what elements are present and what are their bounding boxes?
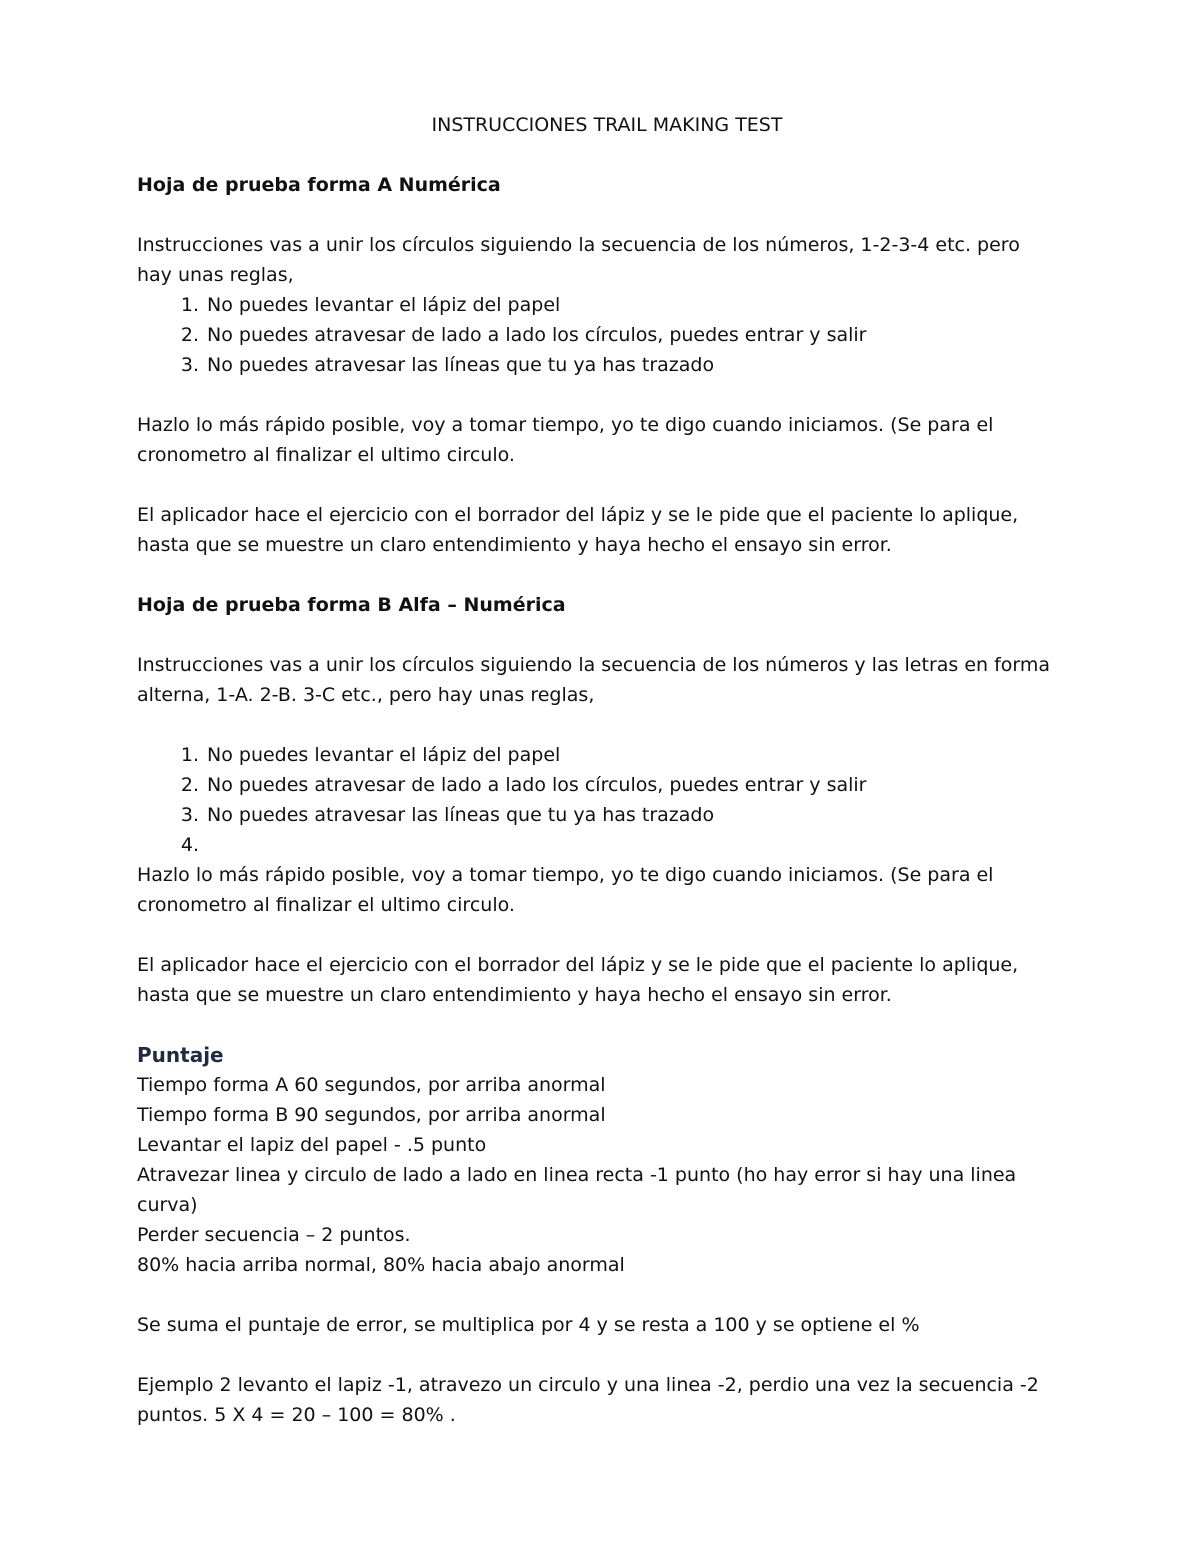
list-item-number: 1. [180, 744, 199, 766]
section-a-speed-paragraph [137, 410, 1077, 470]
scoring-heading: Puntaje [137, 1043, 224, 1067]
spacer [137, 200, 1077, 230]
list-item-text: No puedes levantar el lápiz del papel [207, 294, 561, 316]
scoring-line: Atravezar linea y circulo de lado a lado en linea recta -1 punto (ho hay error si hay una linea [137, 1164, 1017, 1186]
section-a-speed-line-1: Hazlo lo más rápido posible, voy a tomar tiempo, yo te digo cuando iniciamos. (Se para el [137, 414, 994, 436]
spacer [137, 920, 1077, 950]
section-a-rules-list [137, 290, 1077, 380]
list-item [137, 800, 1077, 830]
section-b-speed-line-2: cronometro al finalizar el ultimo circulo. [137, 894, 515, 916]
section-b-applicator-line-2: hasta que se muestre un claro entendimiento y haya hecho el ensayo sin error. [137, 984, 892, 1006]
section-a-intro-line-1: Instrucciones vas a unir los círculos siguiendo la secuencia de los números, 1-2-3-4 etc. pero [137, 234, 1020, 256]
list-item-number: 2. [180, 774, 199, 796]
section-a-speed-line-2: cronometro al finalizar el ultimo circulo. [137, 444, 515, 466]
spacer [137, 470, 1077, 500]
list-item-number: 3. [180, 354, 199, 376]
spacer [137, 1280, 1077, 1310]
section-a-intro [137, 230, 1077, 290]
spacer [137, 140, 1077, 170]
section-a-applicator-paragraph [137, 500, 1077, 560]
scoring-line: Tiempo forma B 90 segundos, por arriba anormal [137, 1104, 606, 1126]
list-item [137, 740, 1077, 770]
list-item-text: No puedes atravesar de lado a lado los círculos, puedes entrar y salir [207, 324, 867, 346]
section-a-applicator-line-1: El aplicador hace el ejercicio con el borrador del lápiz y se le pide que el paciente lo aplique, [137, 504, 1019, 526]
document-title: INSTRUCCIONES TRAIL MAKING TEST [431, 114, 783, 136]
list-item-text: No puedes atravesar de lado a lado los círculos, puedes entrar y salir [207, 774, 867, 796]
section-b-intro-line-1: Instrucciones vas a unir los círculos siguiendo la secuencia de los números y las letras en forma [137, 654, 1051, 676]
scoring-example [137, 1370, 1077, 1430]
scoring-line: curva) [137, 1194, 198, 1216]
scoring-formula: Se suma el puntaje de error, se multiplica por 4 y se resta a 100 y se optiene el % [137, 1314, 920, 1336]
list-item-number: 1. [180, 294, 199, 316]
list-item-number: 4. [180, 834, 199, 856]
section-a-intro-line-2: hay unas reglas, [137, 264, 294, 286]
list-item-number: 2. [180, 324, 199, 346]
section-b-applicator-paragraph [137, 950, 1077, 1010]
spacer [137, 560, 1077, 590]
spacer [137, 380, 1077, 410]
spacer [137, 1010, 1077, 1040]
spacer [137, 1340, 1077, 1370]
list-item [137, 350, 1077, 380]
section-b-heading: Hoja de prueba forma B Alfa – Numérica [137, 594, 566, 616]
list-item-number: 3. [180, 804, 199, 826]
scoring-line: Tiempo forma A 60 segundos, por arriba anormal [137, 1074, 606, 1096]
section-b-rules-list [137, 740, 1077, 860]
section-a-heading: Hoja de prueba forma A Numérica [137, 174, 501, 196]
list-item [137, 320, 1077, 350]
scoring-lines [137, 1070, 1077, 1280]
spacer [137, 710, 1077, 740]
list-item-text: No puedes levantar el lápiz del papel [207, 744, 561, 766]
scoring-line: Levantar el lapiz del papel - .5 punto [137, 1134, 487, 1156]
list-item-text: No puedes atravesar las líneas que tu ya has trazado [207, 804, 715, 826]
scoring-line: 80% hacia arriba normal, 80% hacia abajo anormal [137, 1254, 625, 1276]
list-item [137, 830, 1077, 860]
list-item [137, 290, 1077, 320]
scoring-example-line-2: puntos. 5 X 4 = 20 – 100 = 80% . [137, 1404, 456, 1426]
section-b-intro-line-2: alterna, 1-A. 2-B. 3-C etc., pero hay unas reglas, [137, 684, 595, 706]
section-b-speed-line-1: Hazlo lo más rápido posible, voy a tomar tiempo, yo te digo cuando iniciamos. (Se para el [137, 864, 994, 886]
section-b-applicator-line-1: El aplicador hace el ejercicio con el borrador del lápiz y se le pide que el paciente lo aplique, [137, 954, 1019, 976]
spacer [137, 620, 1077, 650]
section-b-intro [137, 650, 1077, 710]
list-item [137, 770, 1077, 800]
list-item-text: No puedes atravesar las líneas que tu ya has trazado [207, 354, 715, 376]
document-body [137, 110, 1077, 1430]
section-b-speed-paragraph [137, 860, 1077, 920]
section-a-applicator-line-2: hasta que se muestre un claro entendimiento y haya hecho el ensayo sin error. [137, 534, 892, 556]
scoring-line: Perder secuencia – 2 puntos. [137, 1224, 411, 1246]
scoring-example-line-1: Ejemplo 2 levanto el lapiz -1, atravezo un circulo y una linea -2, perdio una vez la secuencia -2 [137, 1374, 1039, 1396]
